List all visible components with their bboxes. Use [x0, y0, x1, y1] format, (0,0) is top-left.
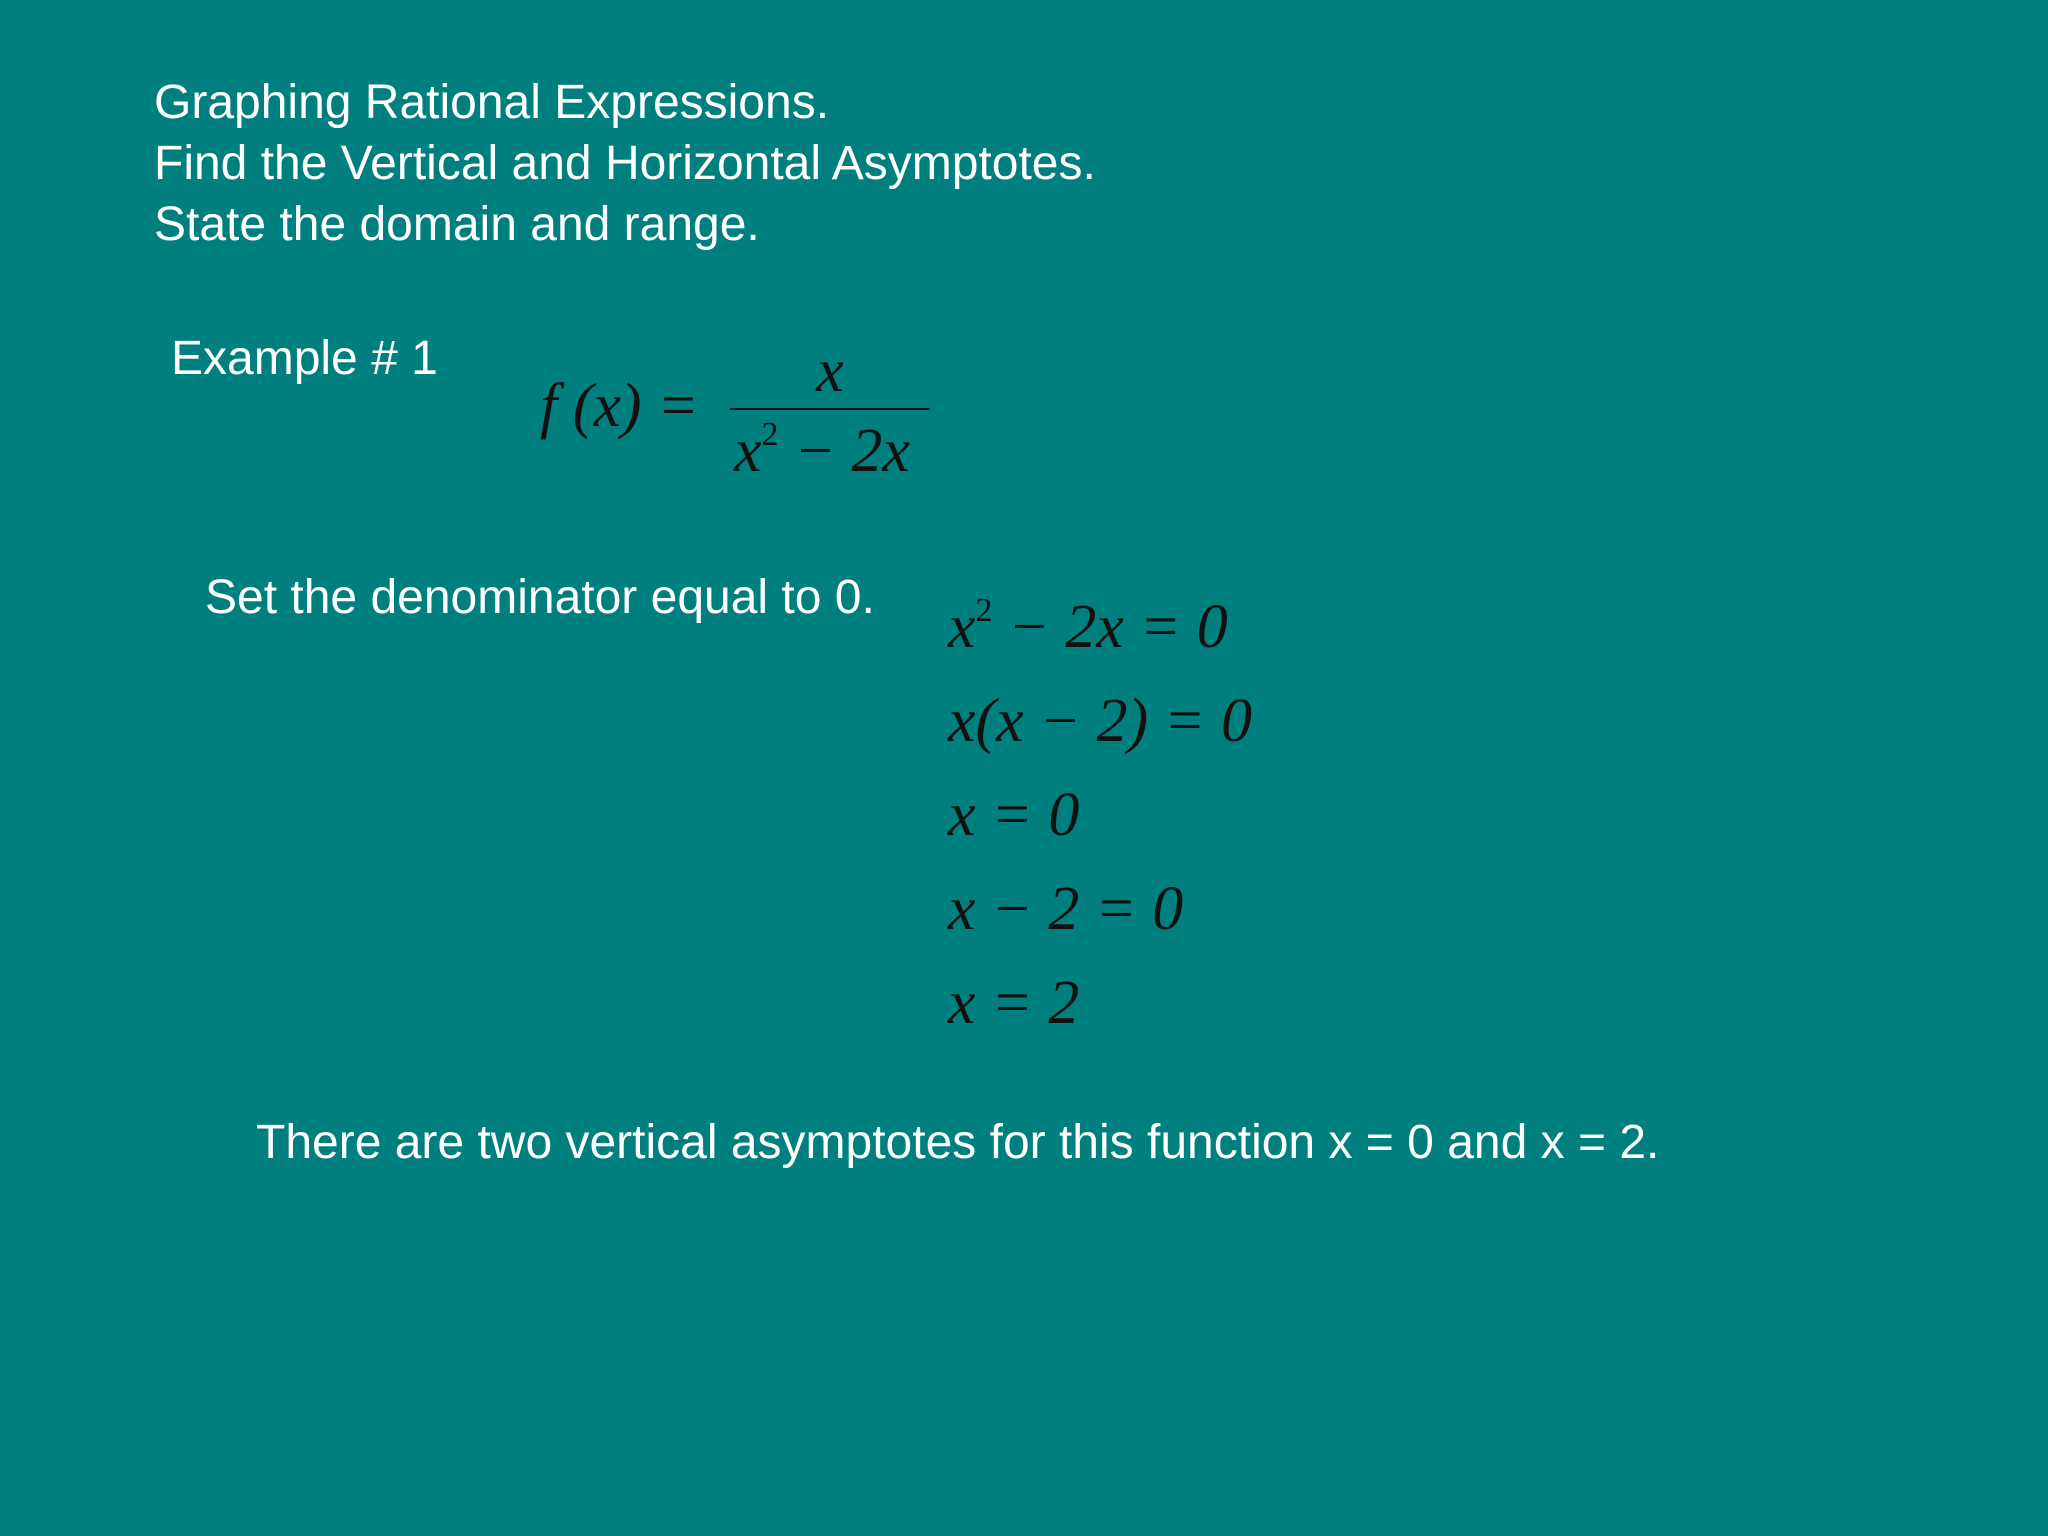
example-label: Example # 1 — [171, 332, 438, 385]
step-5-text: x = 2 — [948, 969, 1080, 1037]
fraction-numerator — [730, 336, 930, 406]
step-1-text: x — [948, 593, 976, 661]
fraction-denominator — [734, 416, 910, 486]
conclusion-text: There are two vertical asymptotes for this function x = 0 and x = 2. — [256, 1116, 1660, 1169]
step-row-2 — [948, 684, 1252, 778]
step-row-3 — [948, 778, 1252, 872]
step-row-5 — [948, 966, 1252, 1060]
heading-line-3: State the domain and range. — [154, 198, 760, 251]
step-1-rest: − 2x = 0 — [992, 593, 1228, 661]
step-4-text: x − 2 = 0 — [948, 875, 1184, 943]
heading-line-1: Graphing Rational Expressions. — [154, 76, 830, 129]
step-1-exponent: 2 — [975, 592, 993, 629]
slide-heading — [154, 72, 1096, 255]
step-label: Set the denominator equal to 0. — [205, 571, 875, 624]
fraction-bar — [730, 408, 930, 410]
step-2-text: x(x − 2) = 0 — [948, 687, 1253, 755]
function-lhs-text: f (x) = — [540, 372, 699, 440]
step-row-4 — [948, 872, 1252, 966]
denominator-base: x — [734, 417, 762, 485]
step-row-1 — [948, 590, 1252, 684]
numerator-text: x — [816, 337, 844, 405]
step-3-text: x = 0 — [948, 781, 1080, 849]
denominator-exponent: 2 — [761, 416, 779, 453]
heading-line-2: Find the Vertical and Horizontal Asymptotes. — [154, 137, 1096, 190]
solution-steps — [948, 590, 1252, 1060]
function-fraction — [730, 336, 930, 496]
function-lhs — [540, 370, 699, 442]
denominator-rest: − 2x — [778, 417, 910, 485]
